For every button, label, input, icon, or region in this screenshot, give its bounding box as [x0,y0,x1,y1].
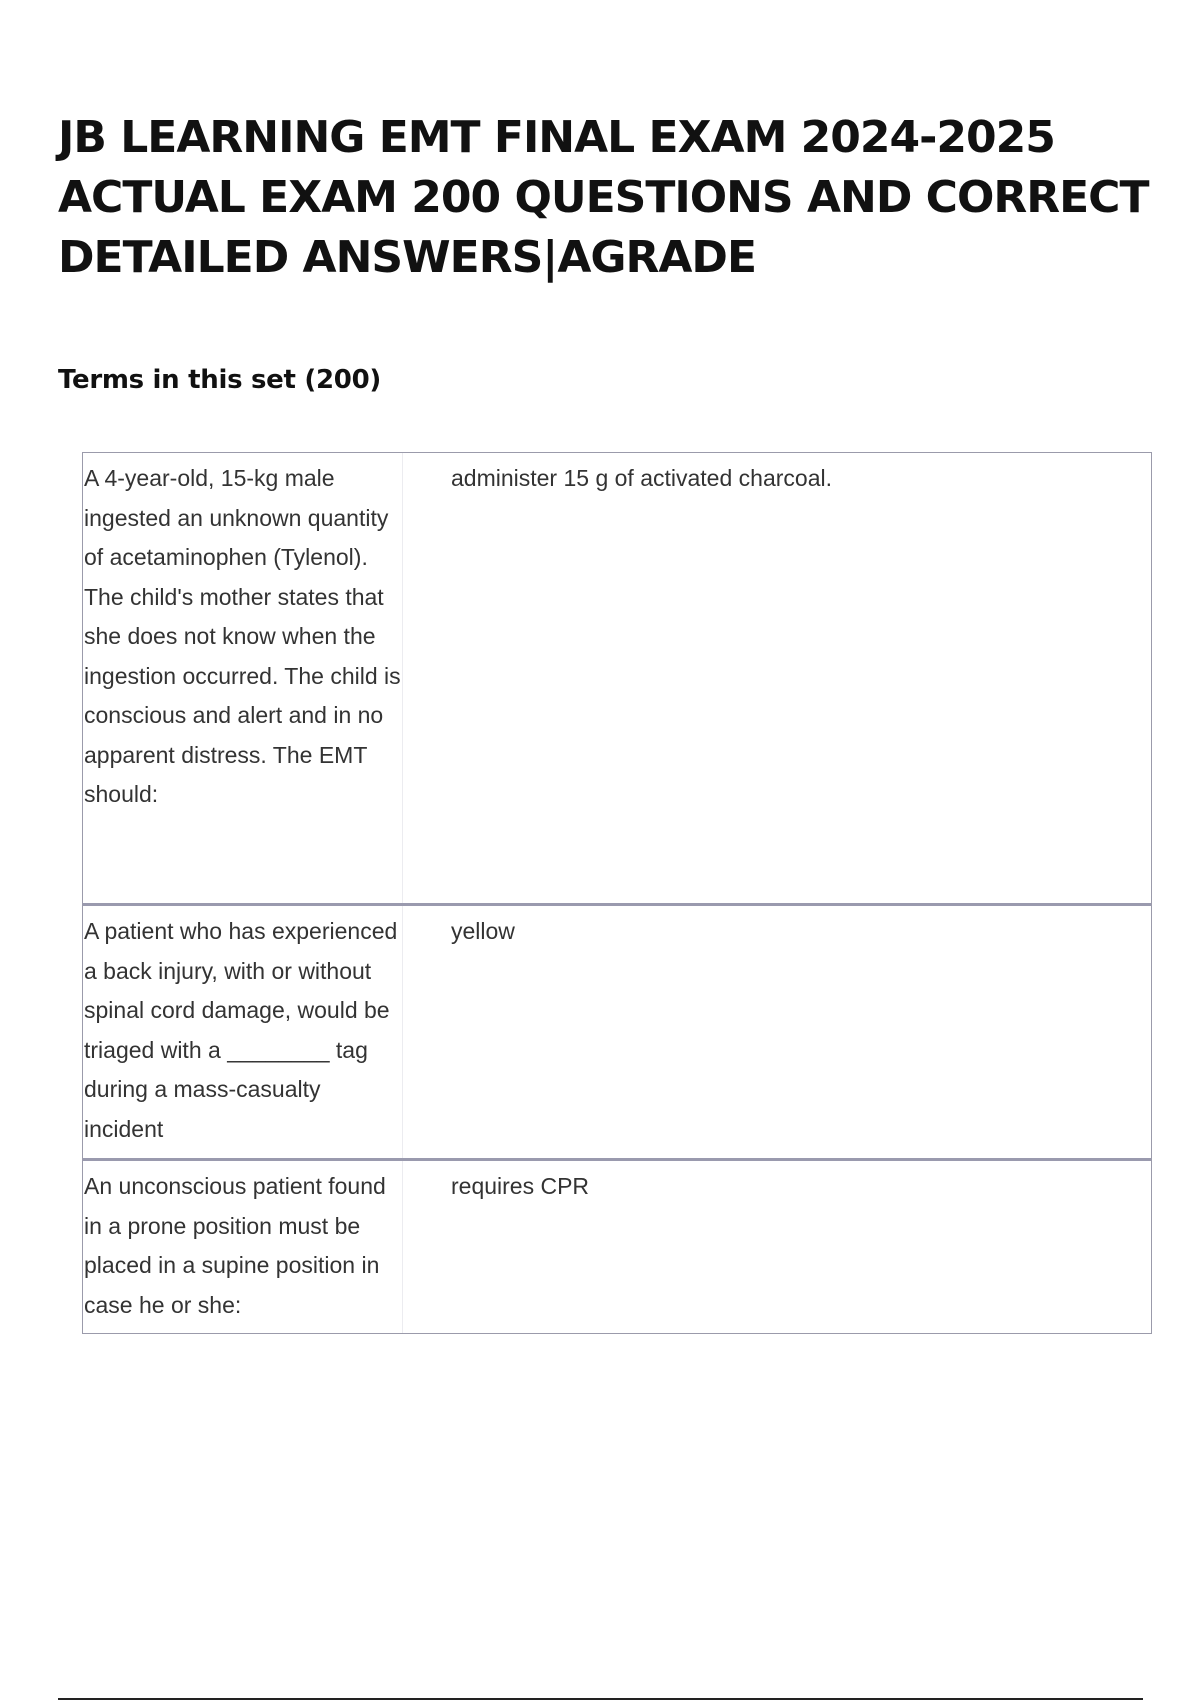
term-row [83,1158,1151,1333]
term-answer: administer 15 g of activated charcoal. [451,465,832,491]
set-heading: Terms in this set (200) [58,365,381,395]
page-title: JB LEARNING EMT FINAL EXAM 2024-2025 ACTUAL EXAM 200 QUESTIONS AND CORRECT DETAILED ANSWERS|AGRADE [58,112,1149,283]
term-row [83,903,1151,1158]
term-question: A 4-year-old, 15-kg male ingested an unknown quantity of acetaminophen (Tylenol). The child's mother states that she does not know when the ingestion occurred. The child is conscious and alert and in no apparent distress. The EMT should: [83,453,403,903]
term-question: A patient who has experienced a back injury, with or without spinal cord damage, would be triaged with a ________ tag during a mass-casualty incident [83,906,403,1158]
term-answer: requires CPR [451,1173,590,1199]
term-answer: yellow [451,918,515,944]
term-question: An unconscious patient found in a prone position must be placed in a supine position in case he or she: [83,1161,403,1333]
terms-table [82,452,1152,1334]
term-row [83,453,1151,903]
